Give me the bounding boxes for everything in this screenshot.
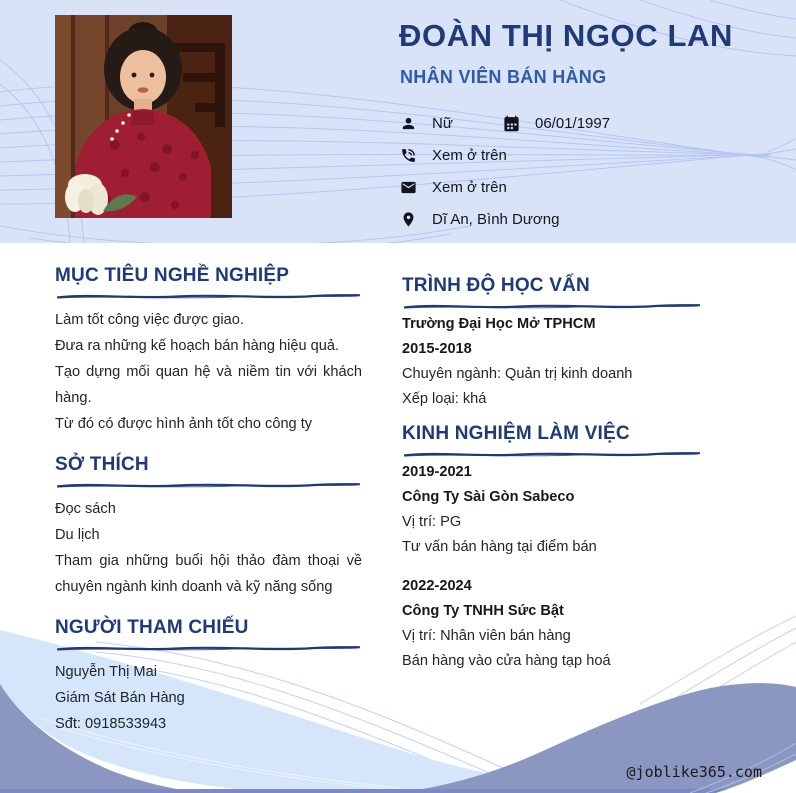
mail-icon bbox=[400, 179, 417, 196]
watermark: @joblike365.com bbox=[626, 763, 762, 781]
section-body bbox=[55, 659, 362, 737]
contact-row bbox=[400, 171, 610, 203]
cv-section bbox=[55, 453, 362, 600]
text-line: Đưa ra những kế hoạch bán hàng hiệu quả. bbox=[55, 338, 340, 354]
text-line: Làm tốt công việc được giao. bbox=[55, 312, 244, 328]
person-icon bbox=[400, 115, 417, 132]
section-heading: SỞ THÍCH bbox=[55, 454, 149, 475]
text-line: Tham gia những buổi hội thảo đàm thoại về chuyên ngành kinh doanh và kỹ năng sống bbox=[55, 553, 362, 595]
gender-value: Nữ bbox=[432, 114, 453, 132]
section-entry bbox=[55, 659, 362, 737]
section-body bbox=[402, 460, 702, 674]
section-body bbox=[402, 312, 702, 412]
contact-gender bbox=[400, 115, 503, 132]
contact-email bbox=[400, 179, 507, 196]
calendar-icon bbox=[503, 115, 520, 132]
section-body bbox=[55, 307, 362, 437]
section-entry bbox=[55, 307, 362, 437]
contact-address bbox=[400, 211, 559, 228]
cv-section bbox=[55, 616, 362, 737]
text-line: Vị trí: PG bbox=[402, 514, 462, 530]
text-line: Tạo dựng mối quan hệ và niềm tin với khách hàng. bbox=[55, 364, 362, 406]
cv-section bbox=[402, 274, 702, 412]
text-line: Bán hàng vào cửa hàng tạp hoá bbox=[402, 653, 611, 669]
heading-underline bbox=[55, 643, 362, 652]
heading-underline bbox=[402, 301, 702, 310]
text-line: 2015-2018 bbox=[402, 341, 472, 357]
header bbox=[0, 0, 796, 243]
email-value: Xem ở trên bbox=[432, 178, 507, 196]
text-line: Sđt: 0918533943 bbox=[55, 716, 167, 732]
address-value: Dĩ An, Bình Dương bbox=[432, 210, 560, 228]
text-line: Trường Đại Học Mở TPHCM bbox=[402, 316, 596, 332]
profile-photo bbox=[55, 15, 232, 218]
text-line: 2022-2024 bbox=[402, 578, 472, 594]
text-line: Chuyên ngành: Quản trị kinh doanh bbox=[402, 366, 633, 382]
contact-phone bbox=[400, 147, 507, 164]
section-entry bbox=[402, 312, 702, 412]
text-line: Từ đó có được hình ảnh tốt cho công ty bbox=[55, 416, 313, 432]
contact-info bbox=[400, 107, 610, 235]
cv-section bbox=[402, 422, 702, 674]
heading-underline bbox=[55, 480, 362, 489]
section-heading: MỤC TIÊU NGHỀ NGHIỆP bbox=[55, 265, 290, 286]
text-line: Xếp loại: khá bbox=[402, 391, 487, 407]
left-column bbox=[55, 243, 362, 753]
section-heading: TRÌNH ĐỘ HỌC VẤN bbox=[402, 275, 590, 296]
text-line: Nguyễn Thị Mai bbox=[55, 664, 157, 680]
text-line: Du lịch bbox=[55, 527, 100, 543]
heading-underline bbox=[55, 291, 362, 300]
text-line: Giám Sát Bán Hàng bbox=[55, 690, 185, 706]
contact-birthday bbox=[503, 115, 610, 132]
text-line: 2019-2021 bbox=[402, 464, 472, 480]
text-line: Công Ty TNHH Sức Bật bbox=[402, 603, 564, 619]
contact-row bbox=[400, 107, 610, 139]
right-column bbox=[402, 243, 702, 684]
section-heading: NGƯỜI THAM CHIẾU bbox=[55, 617, 249, 638]
section-body bbox=[55, 496, 362, 600]
text-line: Tư vấn bán hàng tại điểm bán bbox=[402, 539, 597, 555]
contact-row bbox=[400, 139, 610, 171]
text-line: Vị trí: Nhân viên bán hàng bbox=[402, 628, 571, 644]
heading-underline bbox=[402, 449, 702, 458]
candidate-name: ĐOÀN THỊ NGỌC LAN bbox=[399, 18, 733, 53]
contact-row bbox=[400, 203, 610, 235]
section-entry bbox=[402, 460, 702, 560]
section-heading: KINH NGHIỆM LÀM VIỆC bbox=[402, 423, 630, 444]
cv-section bbox=[55, 264, 362, 437]
job-title: NHÂN VIÊN BÁN HÀNG bbox=[400, 67, 607, 87]
text-line: Đọc sách bbox=[55, 501, 116, 517]
section-entry bbox=[55, 496, 362, 600]
phone-value: Xem ở trên bbox=[432, 146, 507, 164]
location-pin-icon bbox=[400, 211, 417, 228]
text-line: Công Ty Sài Gòn Sabeco bbox=[402, 489, 575, 505]
birthday-value: 06/01/1997 bbox=[535, 114, 611, 132]
phone-icon bbox=[400, 147, 417, 164]
section-entry bbox=[402, 574, 702, 674]
